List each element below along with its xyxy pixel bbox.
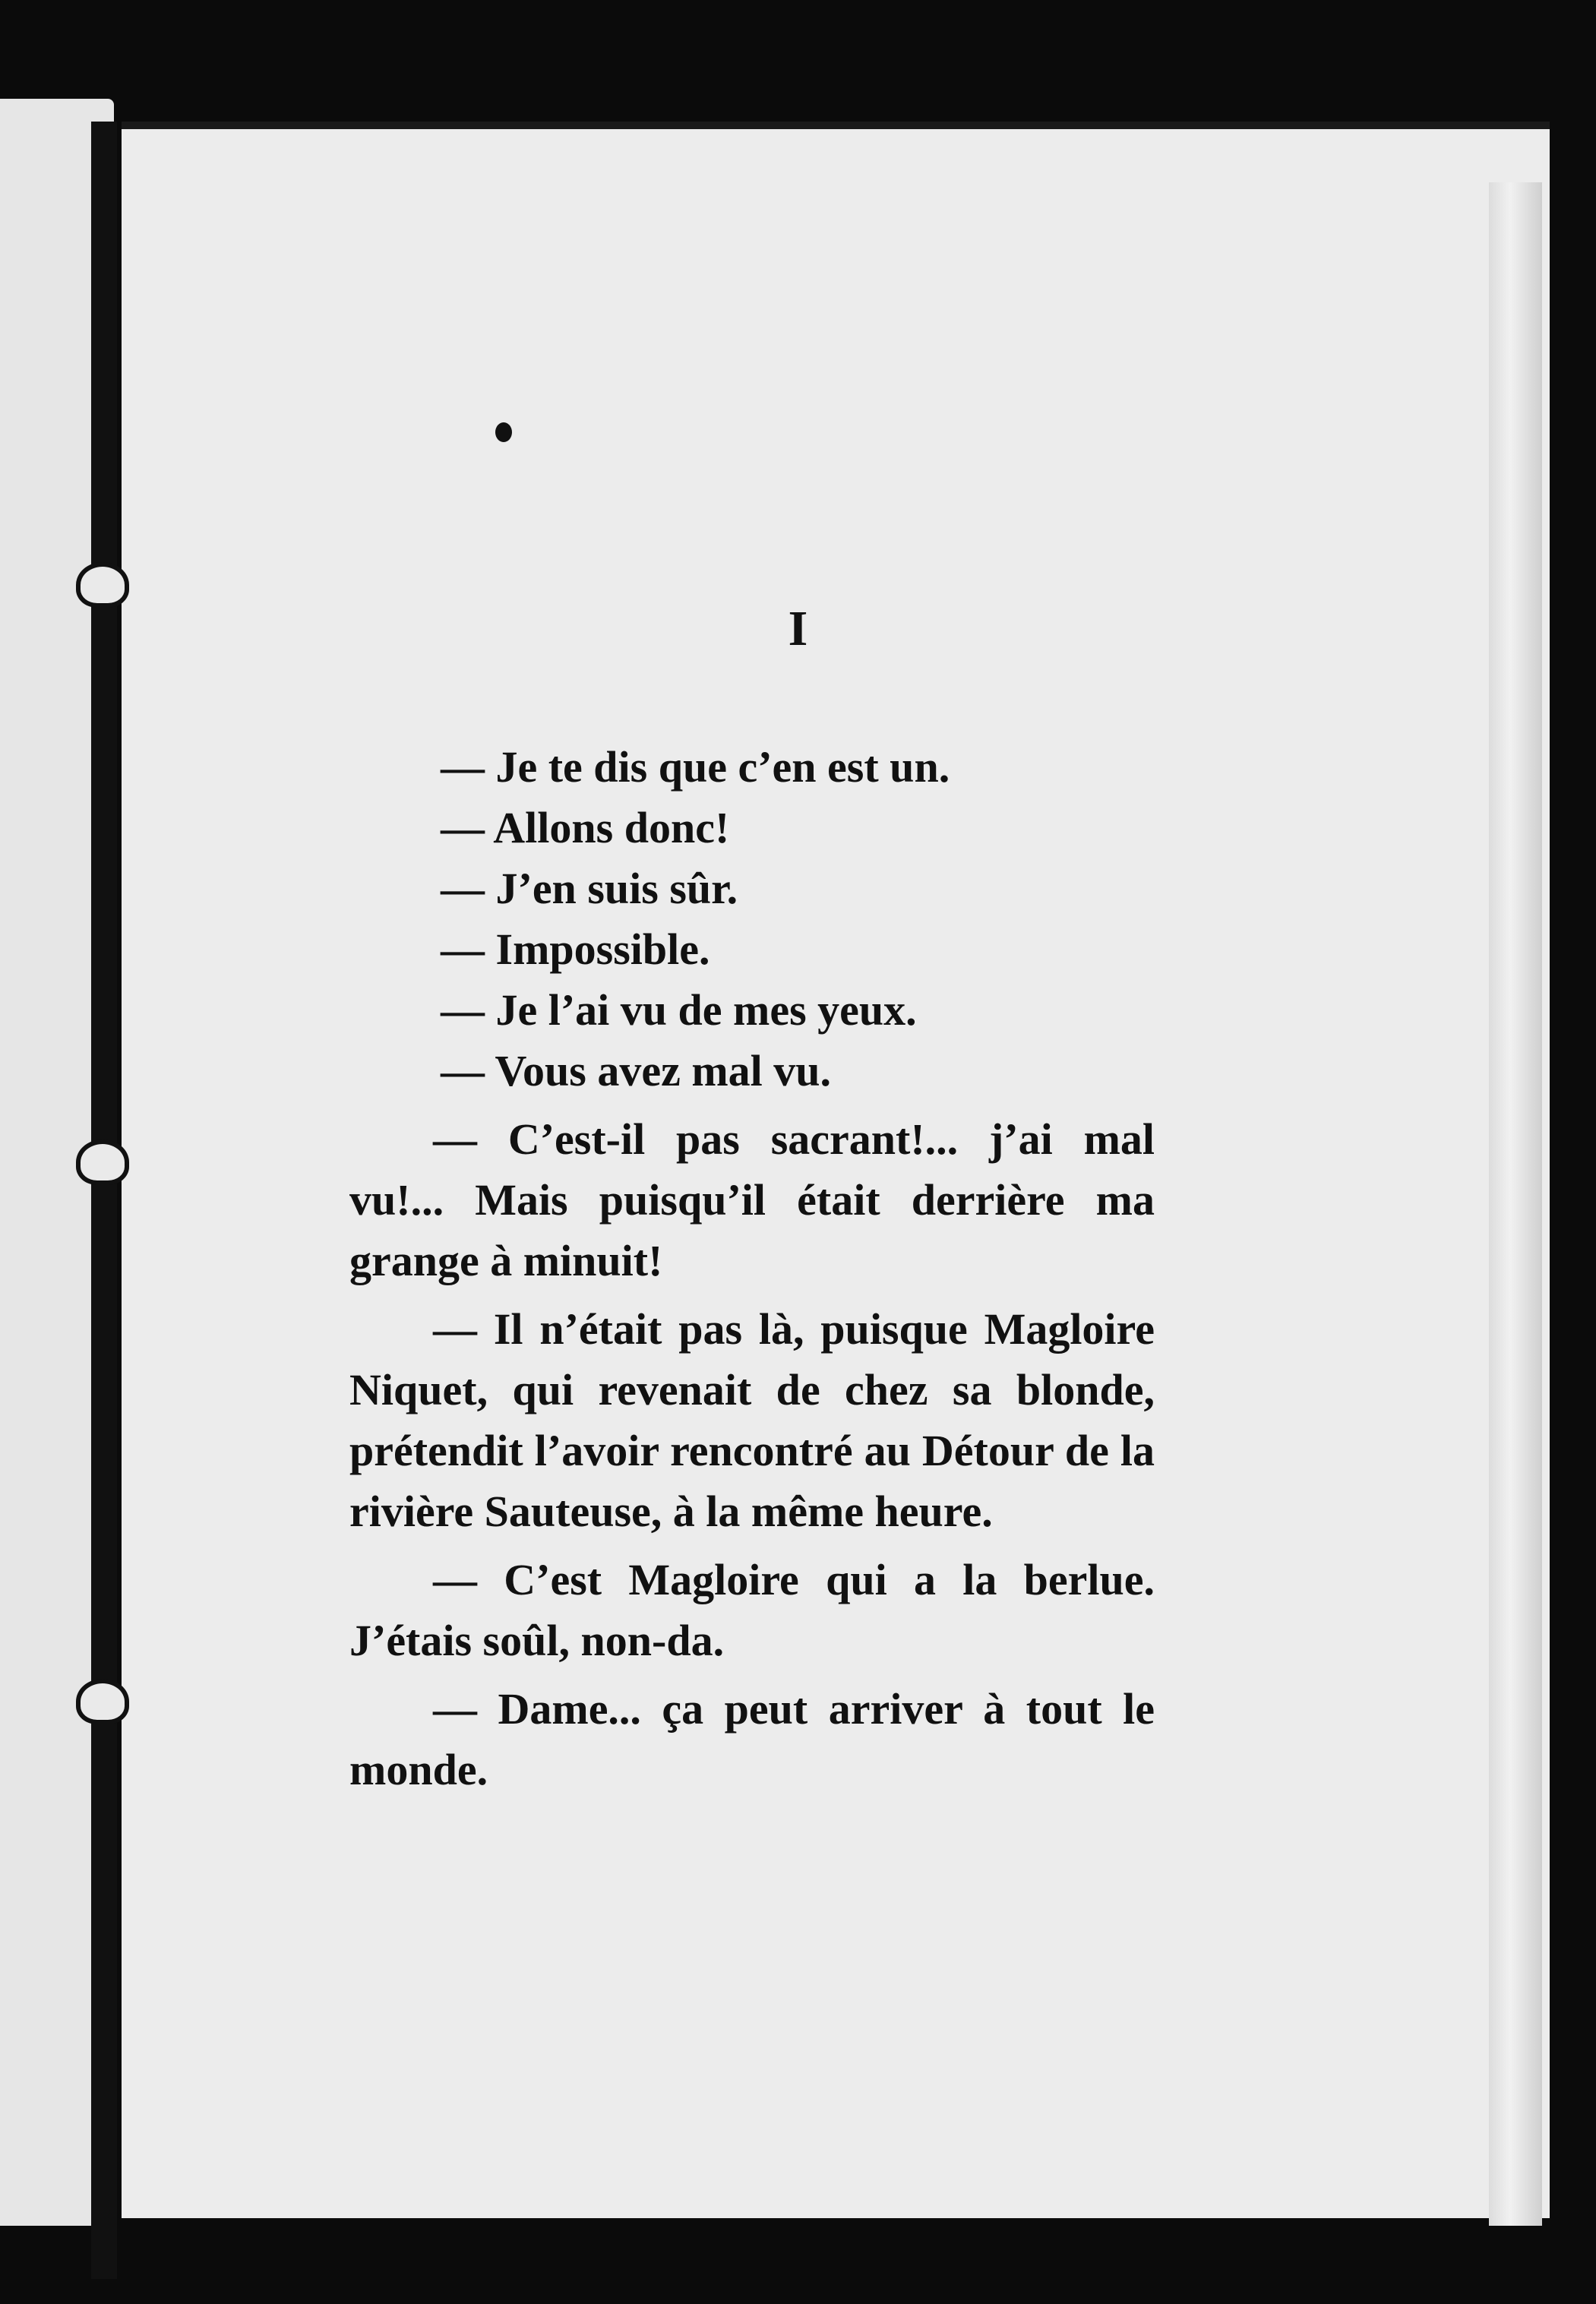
stitch-knot — [76, 1679, 129, 1724]
dialogue-line: — Impossible. — [441, 924, 710, 974]
paragraph-text: — Dame... ça peut arriver à tout le monde. — [349, 1684, 1155, 1794]
chapter-heading: I — [788, 601, 808, 656]
dialogue-line: — J’en suis sûr. — [441, 864, 738, 913]
dialogue-line: — Je l’ai vu de mes yeux. — [441, 985, 917, 1035]
paragraph — [349, 1109, 1155, 1291]
paragraph-text: — C’est-il pas — [433, 1114, 771, 1164]
dialogue-line: — Je te dis que c’en est un. — [441, 742, 950, 792]
paragraph-text: — C’est Magloire qui a la berlue. J’étais soûl, non-da. — [349, 1555, 1155, 1665]
emphasis-word: sacrant — [770, 1114, 911, 1164]
dialogue-line: — Vous avez mal vu. — [441, 1046, 832, 1095]
paragraph-text: — Il n’était pas là, puisque Magloire Niquet, qui revenait de chez sa — [349, 1304, 1155, 1414]
ink-speck — [495, 422, 512, 442]
emphasis-word: blonde — [1016, 1365, 1144, 1414]
paragraph — [349, 1550, 1155, 1671]
stitch-knot — [76, 1139, 129, 1185]
page-edge — [1489, 182, 1542, 2226]
paragraph — [349, 1299, 1155, 1542]
paragraph-text: !... j’ai mal vu!... Mais puisqu’il était derrière ma grange à minuit! — [349, 1114, 1155, 1285]
dialogue-line: — Allons donc! — [441, 803, 730, 852]
paragraph — [349, 1679, 1155, 1800]
body-text — [349, 737, 1155, 1800]
paragraph-text: , prétendit l’avoir rencontré au Détour de la rivière Sauteuse, à la même heure. — [349, 1365, 1155, 1536]
binding-thread — [91, 122, 117, 2279]
